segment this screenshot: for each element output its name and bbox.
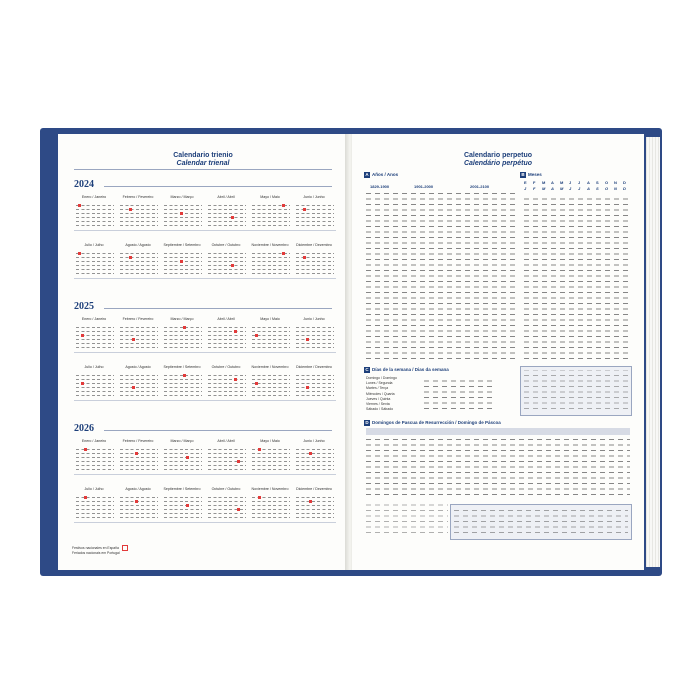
month-days-grid xyxy=(164,202,202,228)
month-letter: J xyxy=(569,180,572,185)
month-days-grid xyxy=(208,446,246,472)
holiday-marker xyxy=(186,456,189,459)
section-b-label: Meses xyxy=(528,172,542,177)
month-name: Diciembre / Dezembro xyxy=(296,365,332,369)
year-label: 2026 xyxy=(74,423,94,434)
month-name: Abril / Abril xyxy=(217,439,235,443)
weekday-label: Domingo / Domingo xyxy=(366,376,397,380)
month-block xyxy=(74,486,114,522)
holiday-marker xyxy=(234,330,237,333)
month-name: Diciembre / Dezembro xyxy=(296,243,332,247)
month-row-rule xyxy=(74,230,336,231)
month-row xyxy=(74,438,336,476)
month-name: Febrero / Fevereiro xyxy=(122,317,154,321)
month-block xyxy=(206,364,246,400)
month-name: Mayo / Maio xyxy=(260,317,280,321)
month-block xyxy=(118,438,158,474)
months-header xyxy=(524,180,634,192)
weekday-label: Jueves / Quinta xyxy=(366,396,391,401)
month-letter-pt: J xyxy=(578,186,581,191)
month-block xyxy=(206,438,246,474)
month-block xyxy=(162,242,202,278)
month-block xyxy=(118,364,158,400)
left-page-title: Calendario trienio xyxy=(173,152,233,159)
month-days-grid xyxy=(76,202,114,228)
month-block xyxy=(294,438,334,474)
month-row xyxy=(74,486,336,524)
month-row xyxy=(74,316,336,354)
month-name: Marzo / Março xyxy=(170,439,194,443)
month-days-grid xyxy=(208,372,246,398)
month-name: Agosto / Agosto xyxy=(125,365,151,369)
holiday-marker xyxy=(132,386,135,389)
month-days-grid xyxy=(208,494,246,520)
weekday-label: Miércoles / Quarta xyxy=(366,391,395,396)
month-row-rule xyxy=(74,278,336,279)
month-block xyxy=(294,486,334,522)
month-letter-pt: J xyxy=(569,186,572,191)
year-range-1: 1829-1900 xyxy=(370,184,390,189)
month-name: Septiembre / Setembro xyxy=(163,243,201,247)
right-page xyxy=(352,134,644,570)
month-letter: S xyxy=(596,180,599,185)
month-name: Marzo / Março xyxy=(170,195,194,199)
section-c-label: Días de la semana / Dias da semana xyxy=(372,367,449,372)
section-b-tag: B xyxy=(521,172,525,177)
section-d-label: Domingos de Pascua de Resurrección / Domingo de Páscoa xyxy=(372,420,501,425)
weekday-label: Lunes / Segunda xyxy=(366,381,393,386)
month-days-grid xyxy=(296,324,334,350)
holiday-marker xyxy=(186,504,189,507)
month-letter: E xyxy=(524,180,527,185)
month-name: Diciembre / Dezembro xyxy=(296,487,332,491)
holiday-marker xyxy=(282,252,285,255)
holiday-marker xyxy=(306,338,309,341)
month-block xyxy=(74,316,114,352)
weekday-label: Sábado / Sábado xyxy=(366,407,394,412)
month-name: Octubre / Outubro xyxy=(211,243,241,247)
month-name: Abril / Abril xyxy=(217,317,235,321)
month-days-grid xyxy=(296,250,334,276)
holiday-marker xyxy=(303,256,306,259)
month-block xyxy=(162,316,202,352)
holiday-marker xyxy=(183,374,186,377)
holiday-marker xyxy=(231,216,234,219)
month-row xyxy=(74,364,336,402)
holiday-marker xyxy=(180,212,183,215)
month-block xyxy=(118,316,158,352)
month-letter: D xyxy=(623,180,626,185)
page-edges xyxy=(646,137,660,567)
month-letter: A xyxy=(551,180,554,185)
holiday-marker xyxy=(258,448,261,451)
section-d-tag: D xyxy=(365,420,369,425)
holiday-marker xyxy=(132,338,135,341)
month-days-grid xyxy=(296,494,334,520)
month-block xyxy=(74,364,114,400)
month-days-grid xyxy=(296,202,334,228)
month-letter-pt: A xyxy=(551,186,554,191)
month-block xyxy=(206,316,246,352)
year-rule xyxy=(104,430,332,431)
month-name: Septiembre / Setembro xyxy=(163,487,201,491)
example-box xyxy=(520,366,632,416)
month-days-grid xyxy=(76,250,114,276)
month-name: Enero / Janeiro xyxy=(81,195,107,199)
month-block xyxy=(294,364,334,400)
right-page-title: Calendario perpetuo xyxy=(463,152,533,159)
footnote-portugal: Feriados nacionais em Portugal xyxy=(72,551,120,555)
month-block xyxy=(118,194,158,230)
easter-notes xyxy=(366,502,448,536)
month-name: Abril / Abril xyxy=(217,195,235,199)
holiday-marker xyxy=(258,496,261,499)
section-a-tag: A xyxy=(365,172,369,177)
month-days-grid xyxy=(76,494,114,520)
month-name: Marzo / Março xyxy=(170,317,194,321)
month-row-rule xyxy=(74,352,336,353)
month-letter-pt: N xyxy=(614,186,617,191)
month-block xyxy=(206,486,246,522)
month-block xyxy=(294,316,334,352)
weekdays-list xyxy=(366,376,422,412)
holiday-marker xyxy=(129,208,132,211)
month-block xyxy=(250,242,290,278)
month-name: Julio / Julho xyxy=(84,243,104,247)
month-letter: A xyxy=(587,180,590,185)
month-days-grid xyxy=(120,202,158,228)
month-block xyxy=(74,438,114,474)
month-letter: J xyxy=(578,180,581,185)
example-text-lines xyxy=(524,370,628,412)
month-block xyxy=(74,242,114,278)
month-block xyxy=(206,194,246,230)
month-row-rule xyxy=(74,474,336,475)
month-days-grid xyxy=(164,494,202,520)
month-name: Mayo / Maio xyxy=(260,439,280,443)
month-block xyxy=(294,242,334,278)
holiday-marker xyxy=(306,386,309,389)
month-row xyxy=(74,194,336,232)
year-range-2: 1901-2000 xyxy=(414,184,434,189)
year-rule xyxy=(104,186,332,187)
weekdays-table xyxy=(424,376,492,412)
holiday-marker xyxy=(84,496,87,499)
month-letter: M xyxy=(542,180,546,185)
month-row-rule xyxy=(74,400,336,401)
month-name: Enero / Janeiro xyxy=(81,317,107,321)
month-row xyxy=(74,242,336,280)
month-name: Noviembre / Novembro xyxy=(251,365,289,369)
year-label: 2025 xyxy=(74,301,94,312)
holidays-lines xyxy=(454,508,628,536)
month-block xyxy=(206,242,246,278)
holiday-marker xyxy=(180,260,183,263)
month-name: Mayo / Maio xyxy=(260,195,280,199)
holiday-marker xyxy=(234,378,237,381)
holiday-marker xyxy=(81,334,84,337)
month-letter-pt: M xyxy=(542,186,546,191)
month-name: Junio / Junho xyxy=(303,317,325,321)
holidays-box xyxy=(450,504,632,540)
month-days-grid xyxy=(76,324,114,350)
month-name: Febrero / Fevereiro xyxy=(122,195,154,199)
month-letter: N xyxy=(614,180,617,185)
month-days-grid xyxy=(164,446,202,472)
month-letter: M xyxy=(560,180,564,185)
section-a-header xyxy=(364,172,398,178)
month-name: Septiembre / Setembro xyxy=(163,365,201,369)
month-block xyxy=(250,438,290,474)
year-range-3: 2001-2100 xyxy=(470,184,490,189)
footnote-spain-text: Festivos nacionales en España xyxy=(72,545,119,550)
month-days-grid xyxy=(164,250,202,276)
month-block xyxy=(74,194,114,230)
month-block xyxy=(250,364,290,400)
year-label: 2024 xyxy=(74,179,94,190)
month-block xyxy=(250,194,290,230)
holiday-marker xyxy=(282,204,285,207)
month-letter-pt: A xyxy=(587,186,590,191)
month-name: Julio / Julho xyxy=(84,365,104,369)
month-name: Noviembre / Novembro xyxy=(251,243,289,247)
months-table xyxy=(524,194,632,362)
month-block xyxy=(250,486,290,522)
month-days-grid xyxy=(120,250,158,276)
month-days-grid xyxy=(120,494,158,520)
holiday-marker xyxy=(231,264,234,267)
month-days-grid xyxy=(296,372,334,398)
section-b-header xyxy=(520,172,542,178)
month-days-grid xyxy=(252,324,290,350)
holiday-marker xyxy=(255,334,258,337)
section-c-tag: C xyxy=(365,367,369,372)
holiday-marker xyxy=(183,326,186,329)
holiday-marker xyxy=(78,204,81,207)
month-name: Noviembre / Novembro xyxy=(251,487,289,491)
holiday-marker xyxy=(303,208,306,211)
holiday-marker xyxy=(84,448,87,451)
month-block xyxy=(250,316,290,352)
month-block xyxy=(294,194,334,230)
month-name: Junio / Junho xyxy=(303,439,325,443)
month-name: Febrero / Fevereiro xyxy=(122,439,154,443)
month-name: Agosto / Agosto xyxy=(125,487,151,491)
month-name: Julio / Julho xyxy=(84,487,104,491)
month-days-grid xyxy=(296,446,334,472)
holiday-marker xyxy=(81,382,84,385)
holiday-marker xyxy=(237,508,240,511)
month-letter: F xyxy=(533,180,536,185)
month-block xyxy=(118,486,158,522)
month-letter-pt: F xyxy=(533,186,536,191)
easter-table xyxy=(366,436,630,498)
month-block xyxy=(162,486,202,522)
month-letter-pt: M xyxy=(560,186,564,191)
month-days-grid xyxy=(208,324,246,350)
month-block xyxy=(162,194,202,230)
month-name: Agosto / Agosto xyxy=(125,243,151,247)
month-row-rule xyxy=(74,522,336,523)
years-table xyxy=(366,192,516,362)
month-letter-pt: D xyxy=(623,186,626,191)
month-days-grid xyxy=(120,324,158,350)
month-letter-pt: J xyxy=(524,186,527,191)
weekday-label: Martes / Terça xyxy=(366,386,389,391)
title-rule xyxy=(74,169,332,170)
month-days-grid xyxy=(76,446,114,472)
month-name: Octubre / Outubro xyxy=(211,487,241,491)
month-letter-pt: S xyxy=(596,186,599,191)
month-name: Junio / Junho xyxy=(303,195,325,199)
month-block xyxy=(162,364,202,400)
month-days-grid xyxy=(120,446,158,472)
holiday-marker-icon xyxy=(122,545,128,551)
section-a-label: Años / Anos xyxy=(372,172,399,177)
easter-table-header xyxy=(366,428,630,435)
holiday-marker xyxy=(237,460,240,463)
month-days-grid xyxy=(208,202,246,228)
weekday-label: Viernes / Sexta xyxy=(366,401,390,406)
left-page-subtitle: Calendar trienal xyxy=(176,160,230,167)
holiday-marker xyxy=(309,452,312,455)
holiday-marker xyxy=(78,252,81,255)
month-days-grid xyxy=(252,372,290,398)
month-days-grid xyxy=(120,372,158,398)
year-rule xyxy=(104,308,332,309)
holiday-marker xyxy=(129,256,132,259)
left-page xyxy=(58,134,348,570)
month-letter-pt: O xyxy=(605,186,609,191)
month-days-grid xyxy=(208,250,246,276)
holiday-marker xyxy=(255,382,258,385)
month-name: Enero / Janeiro xyxy=(81,439,107,443)
month-letter: O xyxy=(605,180,609,185)
month-block xyxy=(118,242,158,278)
section-c-header xyxy=(364,367,449,373)
holiday-marker xyxy=(135,452,138,455)
month-block xyxy=(162,438,202,474)
month-days-grid xyxy=(76,372,114,398)
section-d-header xyxy=(364,420,501,426)
holiday-marker xyxy=(309,500,312,503)
holiday-marker xyxy=(135,500,138,503)
month-name: Octubre / Outubro xyxy=(211,365,241,369)
right-page-subtitle: Calendário perpétuo xyxy=(463,160,533,167)
